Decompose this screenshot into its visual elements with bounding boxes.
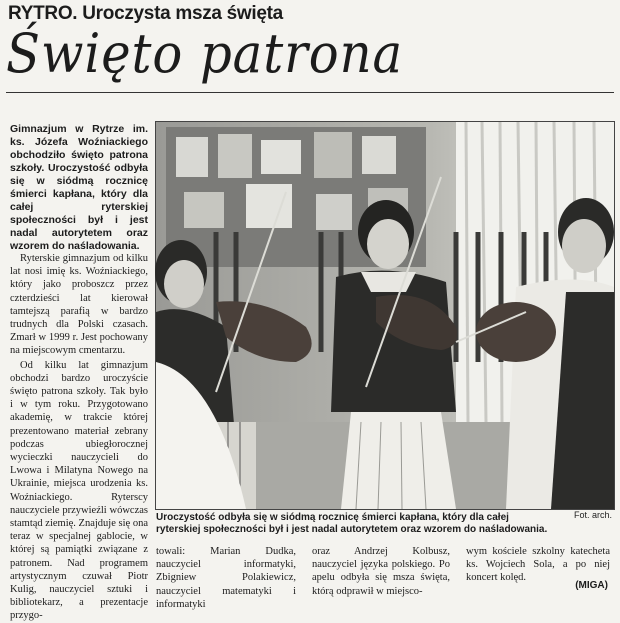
- article-photo: [155, 121, 615, 510]
- article-column-1: [10, 252, 148, 622]
- article-paragraph: Od kilku lat gimnazjum obchodzi bardzo uroczyście święto patrona szkoły. Tak było i w tym roku. Przygotowano akademię, w trakcie której prezentowano materiał zebrany podczas ubiegłorocznej wycieczki nauczycieli do Lwowa i Milatyna Nowego na Ukrainie, miejsca urodzenia ks. Woźniackiego. Ryterscy nauczyciele przywieźli wówczas stamtąd ziemię. Znajduje się ona teraz w specjalnej gablocie, w której są pamiątki związane z patronem. Nad programem artystycznym czuwał Piotr Kulig, nauczyciel sztuki i bibliotekarz, a prezentacje przygo-: [10, 359, 148, 622]
- article-paragraph: Ryterskie gimnazjum od kilku lat nosi imię ks. Woźniackiego, który jako proboszcz przez czterdzieści lat kierował tamtejszą parafią w bardzo trudnych dla Polski czasach. Zmarł w 1999 r. Jest pochowany na miejscowym cmentarzu.: [10, 253, 148, 357]
- headline-rule: [6, 92, 614, 93]
- article-headline: Święto patrona: [6, 22, 404, 85]
- article-column-2: towali: Marian Dudka, nauczyciel informatyki, Zbigniew Polakiewicz, nauczyciel matematyki i informatyki: [156, 546, 296, 610]
- article-column-4: wym kościele szkolny katecheta ks. Wojciech Sola, a po niej koncert kolęd.: [466, 546, 610, 584]
- article-kicker: RYTRO. Uroczysta msza święta: [8, 3, 283, 24]
- photo-credit: Fot. arch.: [573, 510, 612, 520]
- article-column-3: oraz Andrzej Kolbusz, nauczyciel języka polskiego. Po apelu odbyła się msza święta, którą odprawił w miejsco-: [312, 546, 450, 597]
- article-lead: Gimnazjum w Rytrze im. ks. Józefa Woźniackiego obchodziło święto patrona szkoły. Uroczystość odbyła się w siódmą rocznicę śmierci kapłana, który dla całej ryterskiej społeczności był i jest nadal autorytetem oraz wzorem do naśladowania.: [10, 123, 148, 252]
- photo-caption: Uroczystość odbyła się w siódmą rocznicę śmierci kapłana, który dla całej ryterskiej społeczności był i jest nadal autorytetem oraz wzorem do naśladowania.: [156, 512, 548, 535]
- author-signature: (MIGA): [575, 580, 608, 591]
